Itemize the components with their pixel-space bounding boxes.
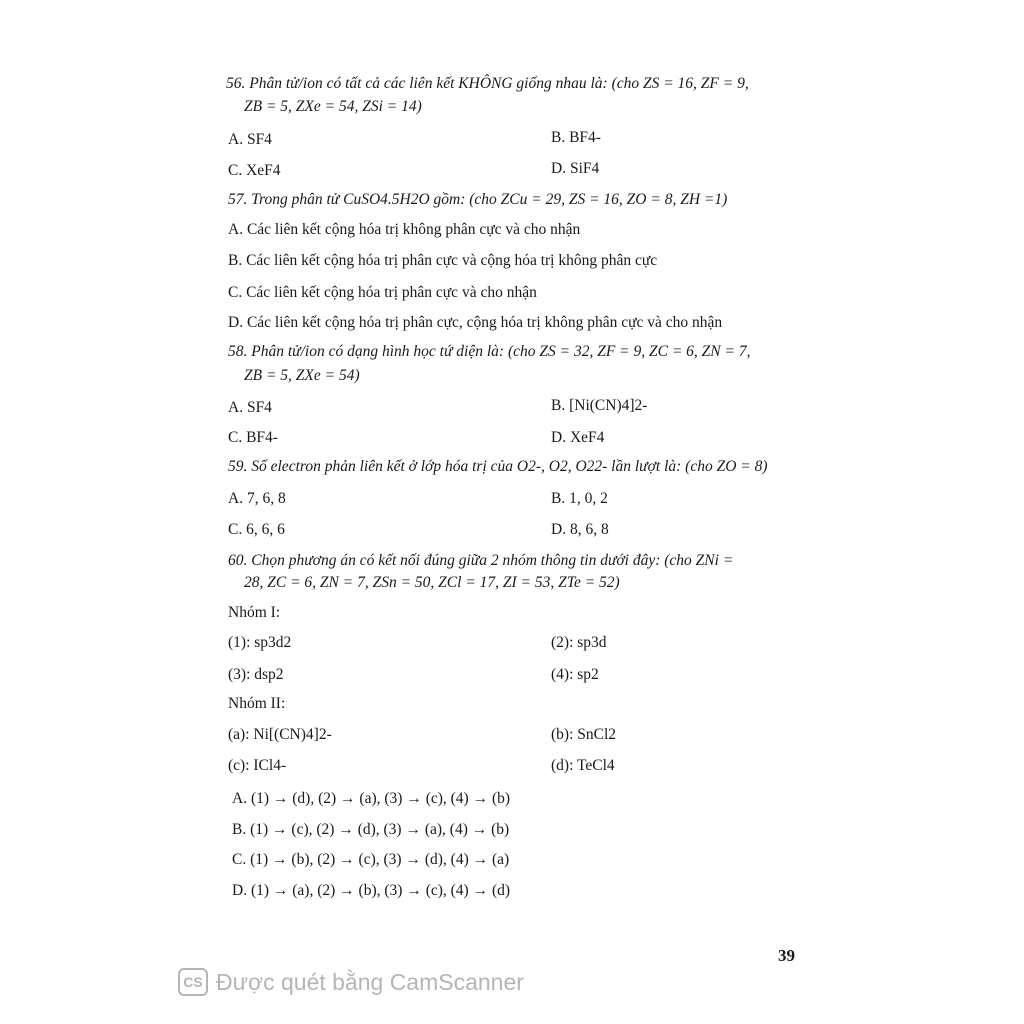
question-56-line-2: ZB = 5, ZXe = 54, ZSi = 14) [244, 98, 422, 115]
group-1-item-1: (1): sp3d2 [228, 634, 292, 651]
q59-option-b: B. 1, 0, 2 [551, 490, 608, 507]
group-2-item-d: (d): TeCl4 [551, 757, 615, 774]
question-58-line-2: ZB = 5, ZXe = 54) [244, 367, 360, 384]
q57-option-c: C. Các liên kết cộng hóa trị phân cực và cho nhận [228, 284, 537, 301]
group-2-heading: Nhóm II: [228, 695, 286, 712]
q56-option-d: D. SiF4 [551, 160, 600, 177]
watermark-text: Được quét bằng CamScanner [216, 968, 524, 995]
q56-option-b: B. BF4- [551, 129, 601, 146]
q58-option-a: A. SF4 [228, 399, 272, 416]
question-58-line-1: 58. Phân tử/ion có dạng hình học tứ diện là: (cho ZS = 32, ZF = 9, ZC = 6, ZN = 7, [228, 343, 751, 360]
q60-option-c: C. (1) → (b), (2) → (c), (3) → (d), (4) → (a) [232, 851, 510, 868]
q57-option-d: D. Các liên kết cộng hóa trị phân cực, cộng hóa trị không phân cực và cho nhận [228, 314, 723, 331]
camscanner-logo-icon: CS [178, 968, 208, 996]
group-2-item-c: (c): ICl4- [228, 757, 287, 774]
camscanner-watermark [178, 968, 524, 996]
q58-option-b: B. [Ni(CN)4]2- [551, 397, 648, 414]
question-60-line-1: 60. Chọn phương án có kết nối đúng giữa 2 nhóm thông tin dưới đây: (cho ZNi = [228, 552, 734, 569]
q56-option-c: C. XeF4 [228, 162, 281, 179]
q60-option-d: D. (1) → (a), (2) → (b), (3) → (c), (4) → (d) [232, 882, 511, 899]
page-number: 39 [778, 946, 795, 965]
group-1-item-3: (3): dsp2 [228, 666, 284, 683]
question-57: 57. Trong phân tử CuSO4.5H2O gồm: (cho ZCu = 29, ZS = 16, ZO = 8, ZH =1) [228, 191, 728, 208]
q59-option-c: C. 6, 6, 6 [228, 521, 285, 538]
group-2-item-b: (b): SnCl2 [551, 726, 617, 743]
q60-option-b: B. (1) → (c), (2) → (d), (3) → (a), (4) → (b) [232, 821, 510, 838]
group-1-item-2: (2): sp3d [551, 634, 607, 651]
q58-option-d: D. XeF4 [551, 429, 605, 446]
q58-option-c: C. BF4- [228, 429, 278, 446]
q57-option-a: A. Các liên kết cộng hóa trị không phân cực và cho nhận [228, 221, 581, 238]
q59-option-d: D. 8, 6, 8 [551, 521, 609, 538]
group-2-item-a: (a): Ni[(CN)4]2- [228, 726, 332, 743]
question-56-line-1: 56. Phân tử/ion có tất cả các liên kết KHÔNG giống nhau là: (cho ZS = 16, ZF = 9, [226, 75, 749, 92]
group-1-item-4: (4): sp2 [551, 666, 599, 683]
group-1-heading: Nhóm I: [228, 604, 281, 621]
q56-option-a: A. SF4 [228, 131, 272, 148]
q60-option-a: A. (1) → (d), (2) → (a), (3) → (c), (4) → (b) [232, 790, 511, 807]
question-60-line-2: 28, ZC = 6, ZN = 7, ZSn = 50, ZCl = 17, ZI = 53, ZTe = 52) [244, 574, 620, 591]
q57-option-b: B. Các liên kết cộng hóa trị phân cực và cộng hóa trị không phân cực [228, 252, 658, 269]
q59-option-a: A. 7, 6, 8 [228, 490, 286, 507]
question-59: 59. Số electron phản liên kết ở lớp hóa trị của O2-, O2, O22- lần lượt là: (cho ZO = 8) [228, 458, 768, 475]
